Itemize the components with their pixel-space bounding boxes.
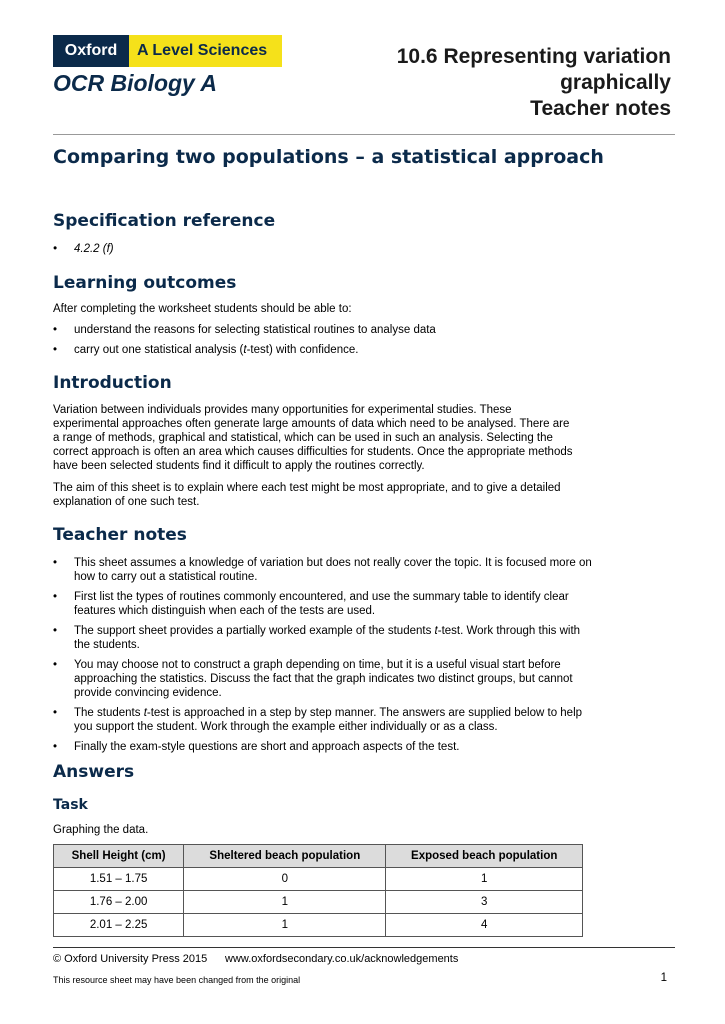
teacher-note-item: • This sheet assumes a knowledge of variation but does not really cover the topic. It is focused more on how to carry out a statistical routine.	[53, 556, 598, 584]
document-title-line: 10.6 Representing variation	[396, 45, 671, 68]
table-row	[54, 914, 583, 937]
teacher-notes-list	[53, 556, 598, 760]
data-table	[53, 844, 583, 937]
document-title-line: graphically	[560, 71, 671, 94]
table-row	[54, 891, 583, 914]
spec-heading: Specification reference	[53, 211, 276, 231]
table-cell: 1	[184, 914, 386, 937]
column-header: Exposed beach population	[386, 845, 583, 868]
answers-heading: Answers	[53, 762, 135, 782]
teacher-note-item: • Finally the exam-style questions are short and approach aspects of the test.	[53, 740, 598, 754]
table-header-row	[54, 845, 583, 868]
teacher-notes-heading: Teacher notes	[53, 525, 187, 545]
table-cell: 0	[184, 868, 386, 891]
outcomes-intro: After completing the worksheet students should be able to:	[53, 303, 352, 315]
task-text: Graphing the data.	[53, 824, 149, 836]
footer-divider	[53, 947, 675, 948]
introduction-heading: Introduction	[53, 373, 172, 393]
logo-brand: Oxford	[53, 35, 129, 67]
teacher-note-item: • You may choose not to construct a graph depending on time, but it is a useful visual start before approaching the statistics. Discuss the fact that the graph indicates two distinct groups, but cannot provide convincing evidence.	[53, 658, 598, 700]
introduction-paragraph: Variation between individuals provides many opportunities for experimental studies. These experimental approaches often generate large amounts of data which need to be analysed. There are a range of methods, graphical and statistical, which can be used in such an analysis. Selecting the correct approach is often an area which causes difficulties for students. Once the appropriate methods have been selected students find it difficult to apply the routines correctly.	[53, 404, 573, 472]
table-row	[54, 868, 583, 891]
task-heading: Task	[53, 797, 88, 813]
table-cell: 1	[184, 891, 386, 914]
footer-copyright: © Oxford University Press 2015	[53, 953, 208, 965]
outcome-item: • carry out one statistical analysis (t-test) with confidence.	[53, 343, 598, 357]
logo-series: A Level Sciences	[137, 42, 268, 59]
teacher-note-item: • First list the types of routines commonly encountered, and use the summary table to identify clear features which distinguish when each of the tests are used.	[53, 590, 598, 618]
introduction-text	[53, 403, 573, 509]
course-title: OCR Biology A	[53, 70, 217, 96]
spec-list	[53, 242, 598, 262]
footer-link[interactable]: www.oxfordsecondary.co.uk/acknowledgements	[225, 953, 459, 965]
page-number: 1	[660, 972, 667, 984]
page-title: Comparing two populations – a statistical approach	[53, 146, 604, 168]
teacher-note-item: • The support sheet provides a partially worked example of the students t-test. Work through this with the students.	[53, 624, 598, 652]
table-cell: 2.01 – 2.25	[54, 914, 184, 937]
table-cell: 1.76 – 2.00	[54, 891, 184, 914]
introduction-paragraph: The aim of this sheet is to explain where each test might be most appropriate, and to give a detailed explanation of one such test.	[53, 482, 561, 508]
footer-note: This resource sheet may have been changed from the original	[53, 975, 301, 985]
outcomes-list	[53, 323, 598, 363]
table-cell: 1.51 – 1.75	[54, 868, 184, 891]
table-cell: 1	[386, 868, 583, 891]
teacher-note-item: • The students t-test is approached in a step by step manner. The answers are supplied below to help you support the student. Work through the example either individually or as a class.	[53, 706, 598, 734]
publisher-logo	[53, 35, 282, 67]
outcomes-heading: Learning outcomes	[53, 273, 237, 293]
header-divider	[53, 134, 675, 135]
table-cell: 4	[386, 914, 583, 937]
column-header: Shell Height (cm)	[54, 845, 184, 868]
outcome-item: • understand the reasons for selecting statistical routines to analyse data	[53, 323, 598, 337]
column-header: Sheltered beach population	[184, 845, 386, 868]
spec-item: • 4.2.2 (f)	[53, 242, 598, 256]
document-title	[351, 44, 671, 122]
document-title-line: Teacher notes	[530, 97, 671, 120]
table-cell: 3	[386, 891, 583, 914]
